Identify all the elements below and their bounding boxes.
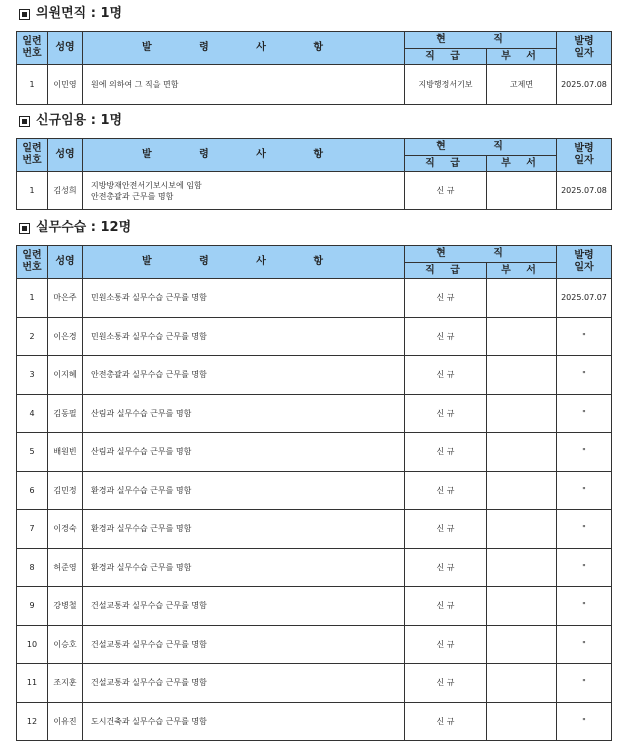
- name-cell: 이경숙: [48, 510, 83, 549]
- current-post-header: 현 직: [405, 32, 557, 49]
- serial-cell: 6: [17, 471, 48, 510]
- serial-header: 일련 번호: [17, 32, 48, 65]
- date-header: 발령 일자: [557, 246, 612, 279]
- section-new-appointment: [16, 111, 612, 210]
- table-row: [17, 702, 612, 741]
- serial-header: 일련 번호: [17, 246, 48, 279]
- grade-header: 직 급: [405, 263, 487, 279]
- section-title: [16, 218, 612, 238]
- action-header: 발 령 사 항: [83, 32, 405, 65]
- date-cell: ": [557, 702, 612, 741]
- action-cell: 산림과 실무수습 근무를 명함: [83, 433, 405, 472]
- name-cell: 김동필: [48, 394, 83, 433]
- grade-header: 직 급: [405, 156, 487, 172]
- dept-cell: [487, 510, 557, 549]
- square-bullet-icon: [19, 223, 30, 234]
- action-header: 발 령 사 항: [83, 246, 405, 279]
- serial-cell: 1: [17, 65, 48, 105]
- section-title-text: 신규임용 : 1명: [36, 113, 123, 128]
- date-cell: ": [557, 548, 612, 587]
- action-cell: 원에 의하여 그 직을 면함: [83, 65, 405, 105]
- grade-cell: 신 규: [405, 172, 487, 210]
- name-cell: 배원빈: [48, 433, 83, 472]
- name-cell: 이지혜: [48, 356, 83, 395]
- table-row: [17, 317, 612, 356]
- dept-cell: [487, 279, 557, 318]
- date-cell: ": [557, 664, 612, 703]
- action-cell: 건설교통과 실무수습 근무를 명함: [83, 664, 405, 703]
- date-cell: 2025.07.08: [557, 65, 612, 105]
- square-bullet-icon: [19, 9, 30, 20]
- serial-cell: 3: [17, 356, 48, 395]
- dept-cell: [487, 587, 557, 626]
- serial-cell: 9: [17, 587, 48, 626]
- grade-cell: 신 규: [405, 664, 487, 703]
- date-cell: ": [557, 433, 612, 472]
- dept-cell: [487, 172, 557, 210]
- date-cell: ": [557, 394, 612, 433]
- date-cell: ": [557, 625, 612, 664]
- name-cell: 조지훈: [48, 664, 83, 703]
- name-cell: 이민영: [48, 65, 83, 105]
- dept-cell: [487, 664, 557, 703]
- grade-cell: 신 규: [405, 471, 487, 510]
- grade-header: 직 급: [405, 49, 487, 65]
- serial-header: 일련 번호: [17, 139, 48, 172]
- action-cell: 환경과 실무수습 근무를 명함: [83, 471, 405, 510]
- square-bullet-icon: [19, 116, 30, 127]
- appointment-table: [16, 31, 612, 105]
- dept-cell: [487, 471, 557, 510]
- dept-cell: 고제면: [487, 65, 557, 105]
- serial-cell: 4: [17, 394, 48, 433]
- action-cell: 건설교통과 실무수습 근무를 명함: [83, 587, 405, 626]
- table-row: [17, 548, 612, 587]
- grade-cell: 신 규: [405, 356, 487, 395]
- section-title-text: 실무수습 : 12명: [36, 220, 132, 235]
- name-header: 성영: [48, 246, 83, 279]
- date-cell: 2025.07.07: [557, 279, 612, 318]
- date-cell: 2025.07.08: [557, 172, 612, 210]
- name-cell: 김민정: [48, 471, 83, 510]
- action-cell: 민원소통과 실무수습 근무를 명함: [83, 317, 405, 356]
- grade-cell: 신 규: [405, 279, 487, 318]
- action-cell: [83, 172, 405, 210]
- date-cell: ": [557, 317, 612, 356]
- grade-cell: 신 규: [405, 317, 487, 356]
- table-row: [17, 172, 612, 210]
- serial-cell: 1: [17, 279, 48, 318]
- current-post-header: 현 직: [405, 246, 557, 263]
- date-header: 발령 일자: [557, 32, 612, 65]
- name-cell: 이유진: [48, 702, 83, 741]
- action-cell: 안전총괄과 실무수습 근무를 명함: [83, 356, 405, 395]
- table-row: [17, 510, 612, 549]
- action-line: 안전총괄과 근무를 명함: [91, 191, 174, 201]
- grade-cell: 신 규: [405, 433, 487, 472]
- section-title: [16, 4, 612, 24]
- table-row: [17, 279, 612, 318]
- dept-header: 부 서: [487, 263, 557, 279]
- dept-cell: [487, 356, 557, 395]
- date-cell: ": [557, 510, 612, 549]
- dept-cell: [487, 394, 557, 433]
- action-cell: 도시건축과 실무수습 근무를 명함: [83, 702, 405, 741]
- section-practical-training: [16, 218, 612, 741]
- section-title: [16, 111, 612, 131]
- action-cell: 건설교통과 실무수습 근무를 명함: [83, 625, 405, 664]
- action-cell: 환경과 실무수습 근무를 명함: [83, 548, 405, 587]
- action-cell: 민원소통과 실무수습 근무를 명함: [83, 279, 405, 318]
- action-line: 지방방재안전서기보시보에 임함: [91, 180, 202, 190]
- name-header: 성영: [48, 32, 83, 65]
- name-cell: 강병철: [48, 587, 83, 626]
- serial-cell: 8: [17, 548, 48, 587]
- serial-cell: 7: [17, 510, 48, 549]
- serial-cell: 10: [17, 625, 48, 664]
- name-cell: 이은경: [48, 317, 83, 356]
- table-row: [17, 356, 612, 395]
- dept-cell: [487, 433, 557, 472]
- table-row: [17, 394, 612, 433]
- serial-cell: 11: [17, 664, 48, 703]
- dept-cell: [487, 625, 557, 664]
- section-resignation: [16, 4, 612, 105]
- table-row: [17, 664, 612, 703]
- action-cell: 산림과 실무수습 근무를 명함: [83, 394, 405, 433]
- grade-cell: 신 규: [405, 548, 487, 587]
- dept-cell: [487, 317, 557, 356]
- dept-header: 부 서: [487, 156, 557, 172]
- grade-cell: 지방행정서기보: [405, 65, 487, 105]
- dept-header: 부 서: [487, 49, 557, 65]
- section-title-text: 의원면직 : 1명: [36, 6, 123, 21]
- grade-cell: 신 규: [405, 394, 487, 433]
- name-cell: 김성희: [48, 172, 83, 210]
- action-cell: 환경과 실무수습 근무를 명함: [83, 510, 405, 549]
- appointment-table: [16, 138, 612, 210]
- dept-cell: [487, 702, 557, 741]
- current-post-header: 현 직: [405, 139, 557, 156]
- action-header: 발 령 사 항: [83, 139, 405, 172]
- grade-cell: 신 규: [405, 587, 487, 626]
- name-cell: 허준영: [48, 548, 83, 587]
- date-cell: ": [557, 587, 612, 626]
- training-table-body: [17, 279, 612, 741]
- date-cell: ": [557, 471, 612, 510]
- table-row: [17, 625, 612, 664]
- dept-cell: [487, 548, 557, 587]
- table-row: [17, 433, 612, 472]
- grade-cell: 신 규: [405, 510, 487, 549]
- grade-cell: 신 규: [405, 625, 487, 664]
- name-header: 성영: [48, 139, 83, 172]
- appointment-table: [16, 245, 612, 741]
- grade-cell: 신 규: [405, 702, 487, 741]
- table-row: [17, 65, 612, 105]
- date-cell: ": [557, 356, 612, 395]
- name-cell: 마은주: [48, 279, 83, 318]
- serial-cell: 2: [17, 317, 48, 356]
- table-row: [17, 587, 612, 626]
- serial-cell: 12: [17, 702, 48, 741]
- table-row: [17, 471, 612, 510]
- serial-cell: 1: [17, 172, 48, 210]
- serial-cell: 5: [17, 433, 48, 472]
- date-header: 발령 일자: [557, 139, 612, 172]
- name-cell: 이승호: [48, 625, 83, 664]
